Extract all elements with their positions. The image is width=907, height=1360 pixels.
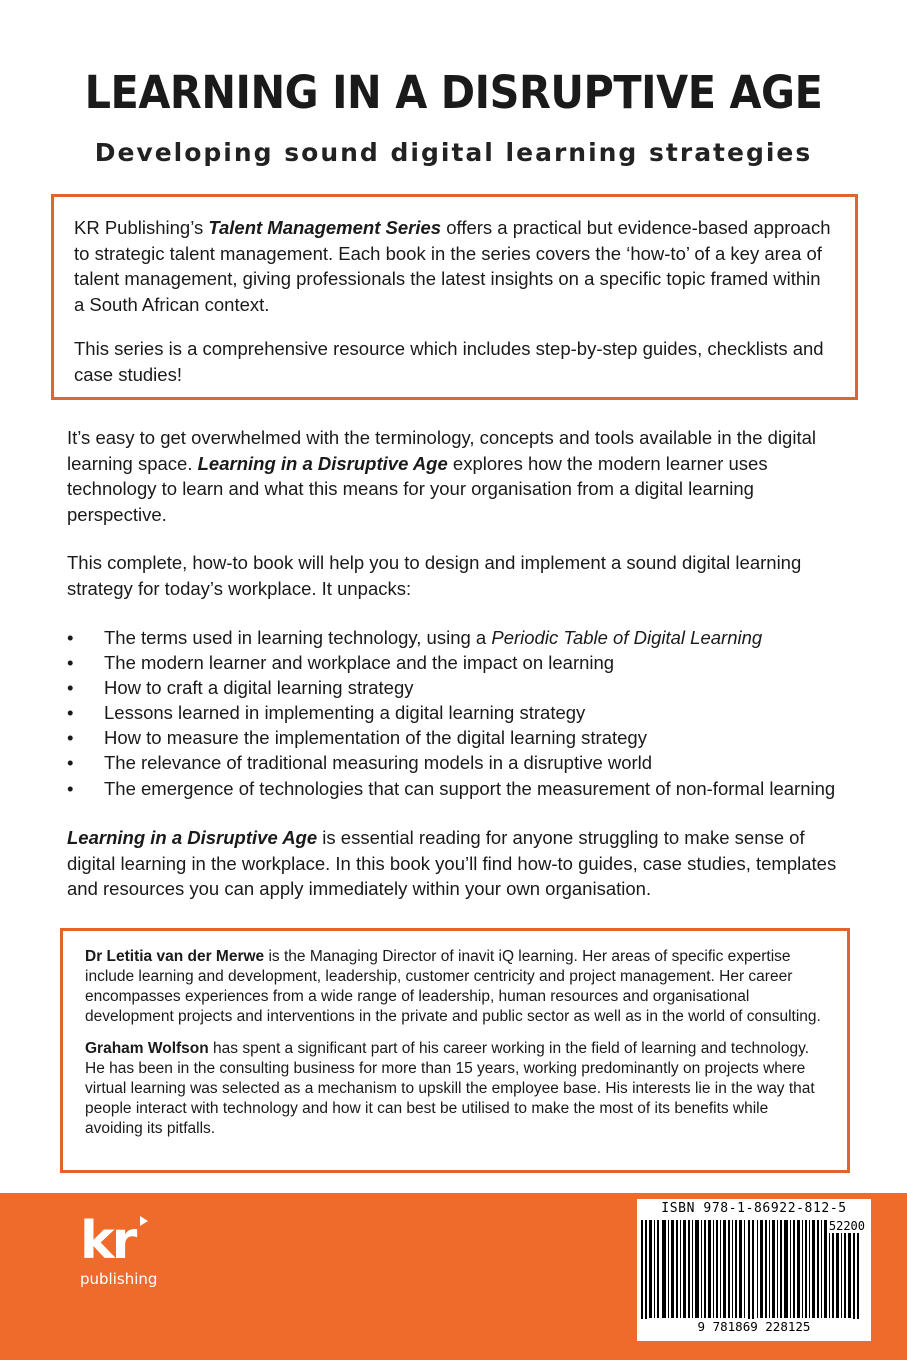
author-name-2: Graham Wolfson: [85, 1040, 209, 1057]
list-item: • How to craft a digital learning strategy: [67, 675, 857, 700]
intro-paragraph: It’s easy to get overwhelmed with the terminology, concepts and tools available in the digital learning space. Learning in a Disruptive Age explores how the modern learner uses technology to learn and what this means for your organisation from a digital learning perspective.: [67, 427, 816, 525]
list-item: • The modern learner and workplace and the impact on learning: [67, 650, 857, 675]
book-title: LEARNING IN A DISRUPTIVE AGE: [84, 66, 823, 119]
howto-paragraph: This complete, how-to book will help you to design and implement a sound digital learning strategy for today’s workplace. It unpacks:: [67, 552, 802, 599]
ean-digits: 9 781869 228125: [637, 1319, 871, 1334]
authors-box: [60, 928, 850, 1173]
series-description: KR Publishing’s Talent Management Series offers a practical but evidence-based approach to strategic talent management. Each book in the series covers the ‘how-to’ of a key area of talent management, giving professionals the latest insights on a specific topic framed within a South African context.: [74, 217, 831, 315]
isbn-barcode: [637, 1199, 871, 1341]
list-item: • The emergence of technologies that can support the measurement of non-formal learning: [67, 776, 857, 801]
intro-book-title: Learning in a Disruptive Age: [197, 452, 448, 474]
list-item: • How to measure the implementation of the digital learning strategy: [67, 725, 857, 750]
list-item: • The relevance of traditional measuring models in a disruptive world: [67, 750, 857, 775]
author-name-1: Dr Letitia van der Merwe: [85, 948, 265, 965]
barcode-bars: [637, 1220, 871, 1324]
author-bio-1: Dr Letitia van der Merwe is the Managing Director of inavit iQ learning. Her areas of specific expertise include learning and development, leadership, customer centricity and project management. Her career encompasses experiences from a wide range of leadership, human resources and organisational development projects and interventions in the private and public sector as well as in the world of consulting.: [85, 948, 821, 1025]
book-subtitle: Developing sound digital learning strategies: [94, 138, 813, 167]
topics-list: [67, 625, 857, 801]
list-item: • The terms used in learning technology, using a Periodic Table of Digital Learning: [67, 625, 857, 650]
logo-arrow-icon: [140, 1216, 148, 1226]
series-name: Talent Management Series: [208, 217, 442, 238]
publisher-logo: [76, 1208, 186, 1290]
closing-paragraph: Learning in a Disruptive Age is essential reading for anyone struggling to make sense of digital learning in the workplace. In this book you’ll find how-to guides, case studies, templates and resources you can apply immediately within your own organisation.: [67, 827, 837, 899]
series-resources: This series is a comprehensive resource which includes step-by-step guides, checklists and case studies!: [74, 338, 824, 385]
list-item: • Lessons learned in implementing a digital learning strategy: [67, 700, 857, 725]
closing-book-title: Learning in a Disruptive Age: [67, 827, 318, 848]
author-bio-2: Graham Wolfson has spent a significant part of his career working in the field of learning and technology. He has been in the consulting business for more than 15 years, working predominantly on projects where virtual learning was selected as a mechanism to upskill the employee base. His interests lie in the way that people interact with technology and how it can best be utilised to make the most of its benefits while avoiding its pitfalls.: [85, 1040, 815, 1137]
logo-word: publishing: [80, 1270, 158, 1288]
isbn-number: ISBN 978-1-86922-812-5: [661, 1201, 847, 1216]
logo-mark: kr: [80, 1211, 135, 1271]
series-info-box: [51, 194, 858, 400]
price-code: 52200: [828, 1219, 865, 1233]
